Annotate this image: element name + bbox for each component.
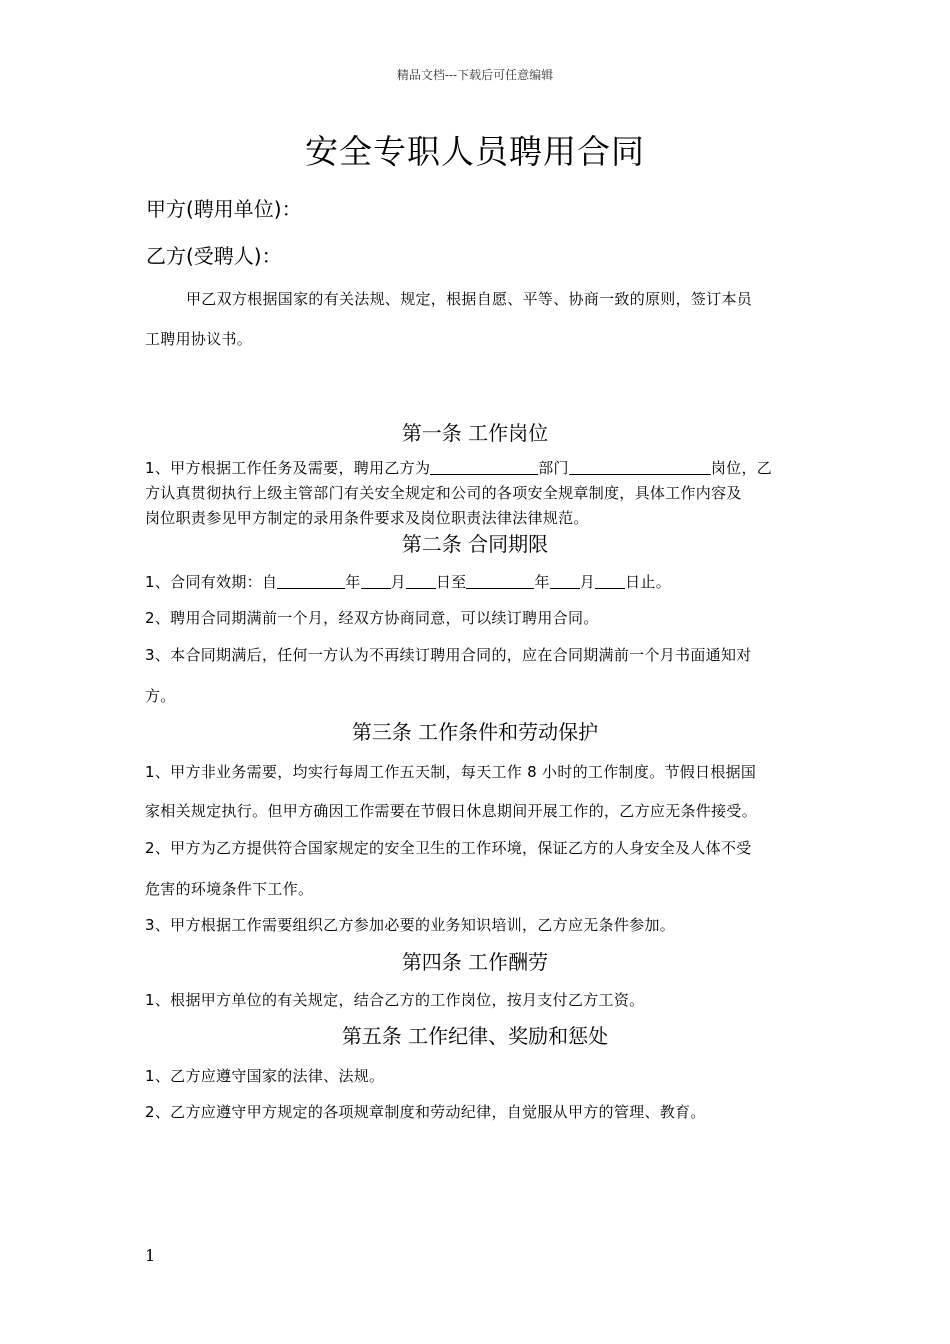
- text-segment: 月: [579, 573, 596, 591]
- text-segment: 月: [390, 573, 406, 591]
- article-3-item-2-line-1: 2、甲方为乙方提供符合国家规定的安全卫生的工作环境，保证乙方的人身安全及人体不受: [145, 839, 752, 857]
- article-2-item-3-line-1: 3、本合同期满后，任何一方认为不再续订聘用合同的，应在合同期满前一个月书面通知对: [145, 646, 752, 664]
- article-5-item-2: 2、乙方应遵守甲方规定的各项规章制度和劳动纪律，自觉服从甲方的管理、教育。: [145, 1103, 706, 1121]
- article-2-item-2: 2、聘用合同期满前一个月，经双方协商同意，可以续订聘用合同。: [145, 609, 599, 627]
- page-number: 1: [145, 1246, 156, 1265]
- start-year-blank: [277, 574, 345, 589]
- article-2-item-3-line-2: 方。: [145, 687, 176, 705]
- article-3-item-2-line-2: 危害的环境条件下工作。: [145, 880, 314, 898]
- position-blank: [569, 460, 711, 475]
- end-year-blank: [466, 574, 534, 589]
- end-month-blank: [550, 574, 580, 589]
- contract-title: 安全专职人员聘用合同: [305, 132, 645, 171]
- article-2-item-1: [145, 571, 671, 592]
- text-segment: 岗位，乙: [710, 459, 773, 477]
- article-4-heading: 第四条 工作酬劳: [401, 950, 549, 974]
- party-a-label: 甲方(聘用单位)：: [146, 197, 302, 221]
- article-1-item-1-line-2: 方认真贯彻执行上级主管部门有关安全规定和公司的各项安全规章制度，具体工作内容及: [145, 484, 742, 502]
- text-segment: 日至: [435, 573, 467, 591]
- department-blank: [430, 460, 538, 475]
- article-4-item-1: 1、根据甲方单位的有关规定，结合乙方的工作岗位，按月支付乙方工资。: [145, 991, 645, 1009]
- article-1-item-1-line-3: 岗位职责参见甲方制定的录用条件要求及岗位职责法律法律规范。: [145, 509, 589, 527]
- text-segment: 部门: [538, 459, 569, 477]
- article-3-item-1-line-1: 1、甲方非业务需要，均实行每周工作五天制，每天工作 8 小时的工作制度。节假日根据国: [145, 763, 757, 781]
- intro-line-1: 甲乙双方根据国家的有关法规、规定，根据自愿、平等、协商一致的原则，签订本员: [186, 290, 753, 308]
- start-day-blank: [406, 574, 436, 589]
- start-month-blank: [361, 574, 391, 589]
- text-segment: 年: [345, 573, 361, 591]
- article-2-heading: 第二条 合同期限: [401, 532, 549, 556]
- article-5-heading: 第五条 工作纪律、奖励和惩处: [341, 1024, 609, 1048]
- intro-line-2: 工聘用协议书。: [145, 330, 253, 348]
- text-segment: 1、合同有效期：自: [145, 573, 278, 591]
- article-1-heading: 第一条 工作岗位: [401, 421, 549, 445]
- end-day-blank: [595, 574, 625, 589]
- article-3-item-1-line-2: 家相关规定执行。但甲方确因工作需要在节假日休息期间开展工作的，乙方应无条件接受。: [145, 802, 758, 820]
- text-segment: 日止。: [625, 573, 672, 591]
- page-header-watermark: 精品文档---下载后可任意编辑: [396, 68, 554, 82]
- party-b-label: 乙方(受聘人)：: [146, 244, 282, 268]
- article-5-item-1: 1、乙方应遵守国家的法律、法规。: [145, 1067, 385, 1085]
- article-3-heading: 第三条 工作条件和劳动保护: [351, 720, 599, 744]
- article-3-item-3: 3、甲方根据工作需要组织乙方参加必要的业务知识培训，乙方应无条件参加。: [145, 916, 676, 934]
- text-segment: 年: [534, 573, 550, 591]
- text-segment: 1、甲方根据工作任务及需要，聘用乙方为: [145, 459, 431, 477]
- article-1-item-1-line-1: [145, 457, 772, 478]
